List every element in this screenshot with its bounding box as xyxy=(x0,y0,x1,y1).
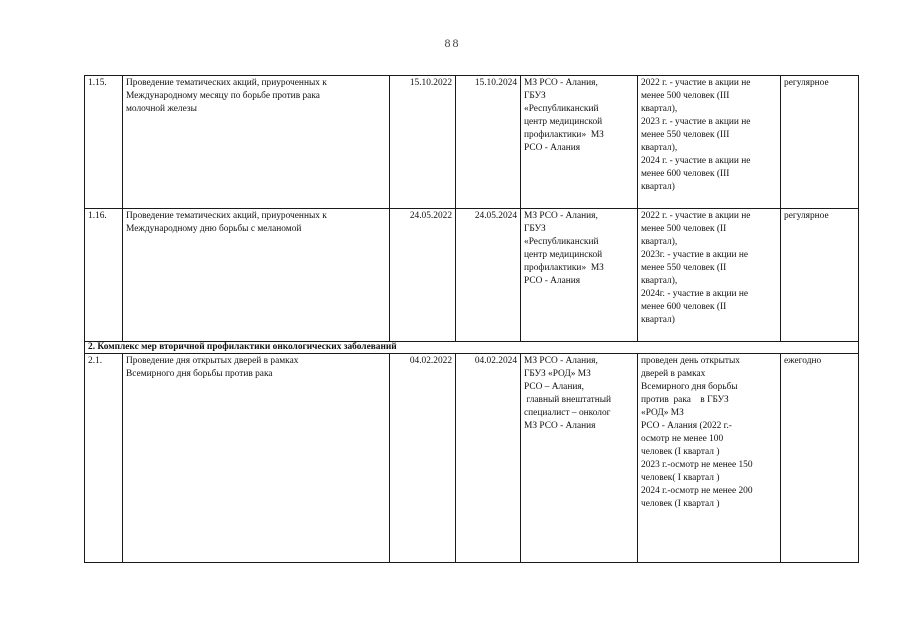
frequency: регулярное xyxy=(781,76,859,209)
end-date: 15.10.2024 xyxy=(456,76,521,209)
indicator: 2022 г. - участие в акции не менее 500 человек (II квартал), 2023г. - участие в акции не менее 550 человек (II квартал), 2024г. - участие в акции не менее 600 человек (II квартал) xyxy=(638,209,781,342)
row-number: 1.15. xyxy=(85,76,123,209)
end-date: 24.05.2024 xyxy=(456,209,521,342)
end-date: 04.02.2024 xyxy=(456,354,521,563)
row-number: 2.1. xyxy=(85,354,123,563)
table-row xyxy=(85,76,859,209)
responsible: МЗ РСО - Алания, ГБУЗ «Республиканский центр медицинской профилактики» МЗ РСО - Алания xyxy=(521,76,638,209)
action-plan-table xyxy=(84,75,859,563)
start-date: 24.05.2022 xyxy=(390,209,456,342)
page-number: 88 xyxy=(444,36,461,50)
start-date: 04.02.2022 xyxy=(390,354,456,563)
row-number: 1.16. xyxy=(85,209,123,342)
table-row xyxy=(85,354,859,563)
measure-name: Проведение дня открытых дверей в рамках Всемирного дня борьбы против рака xyxy=(123,354,390,563)
responsible: МЗ РСО - Алания, ГБУЗ «Республиканский центр медицинской профилактики» МЗ РСО - Алания xyxy=(521,209,638,342)
frequency: регулярное xyxy=(781,209,859,342)
indicator: 2022 г. - участие в акции не менее 500 человек (III квартал), 2023 г. - участие в акции не менее 550 человек (III квартал), 2024 г. - участие в акции не менее 600 человек (III квартал) xyxy=(638,76,781,209)
section-header-row xyxy=(85,342,859,354)
start-date: 15.10.2022 xyxy=(390,76,456,209)
section-title: 2. Комплекс мер вторичной профилактики онкологических заболеваний xyxy=(85,342,859,354)
table-row xyxy=(85,209,859,342)
frequency: ежегодно xyxy=(781,354,859,563)
measure-name: Проведение тематических акций, приуроченных к Международному месяцу по борьбе против рака молочной железы xyxy=(123,76,390,209)
responsible: МЗ РСО - Алания, ГБУЗ «РОД» МЗ РСО – Алания, главный внештатный специалист – онколог МЗ РСО - Алания xyxy=(521,354,638,563)
indicator: проведен день открытых дверей в рамках Всемирного дня борьбы против рака в ГБУЗ «РОД» МЗ РСО - Алания (2022 г.- осмотр не менее 100 человек (I квартал ) 2023 г.-осмотр не менее 150 человек( I квартал ) 2024 г.-осмотр не менее 200 человек (I квартал ) xyxy=(638,354,781,563)
measure-name: Проведение тематических акций, приуроченных к Международному дню борьбы с меланомой xyxy=(123,209,390,342)
